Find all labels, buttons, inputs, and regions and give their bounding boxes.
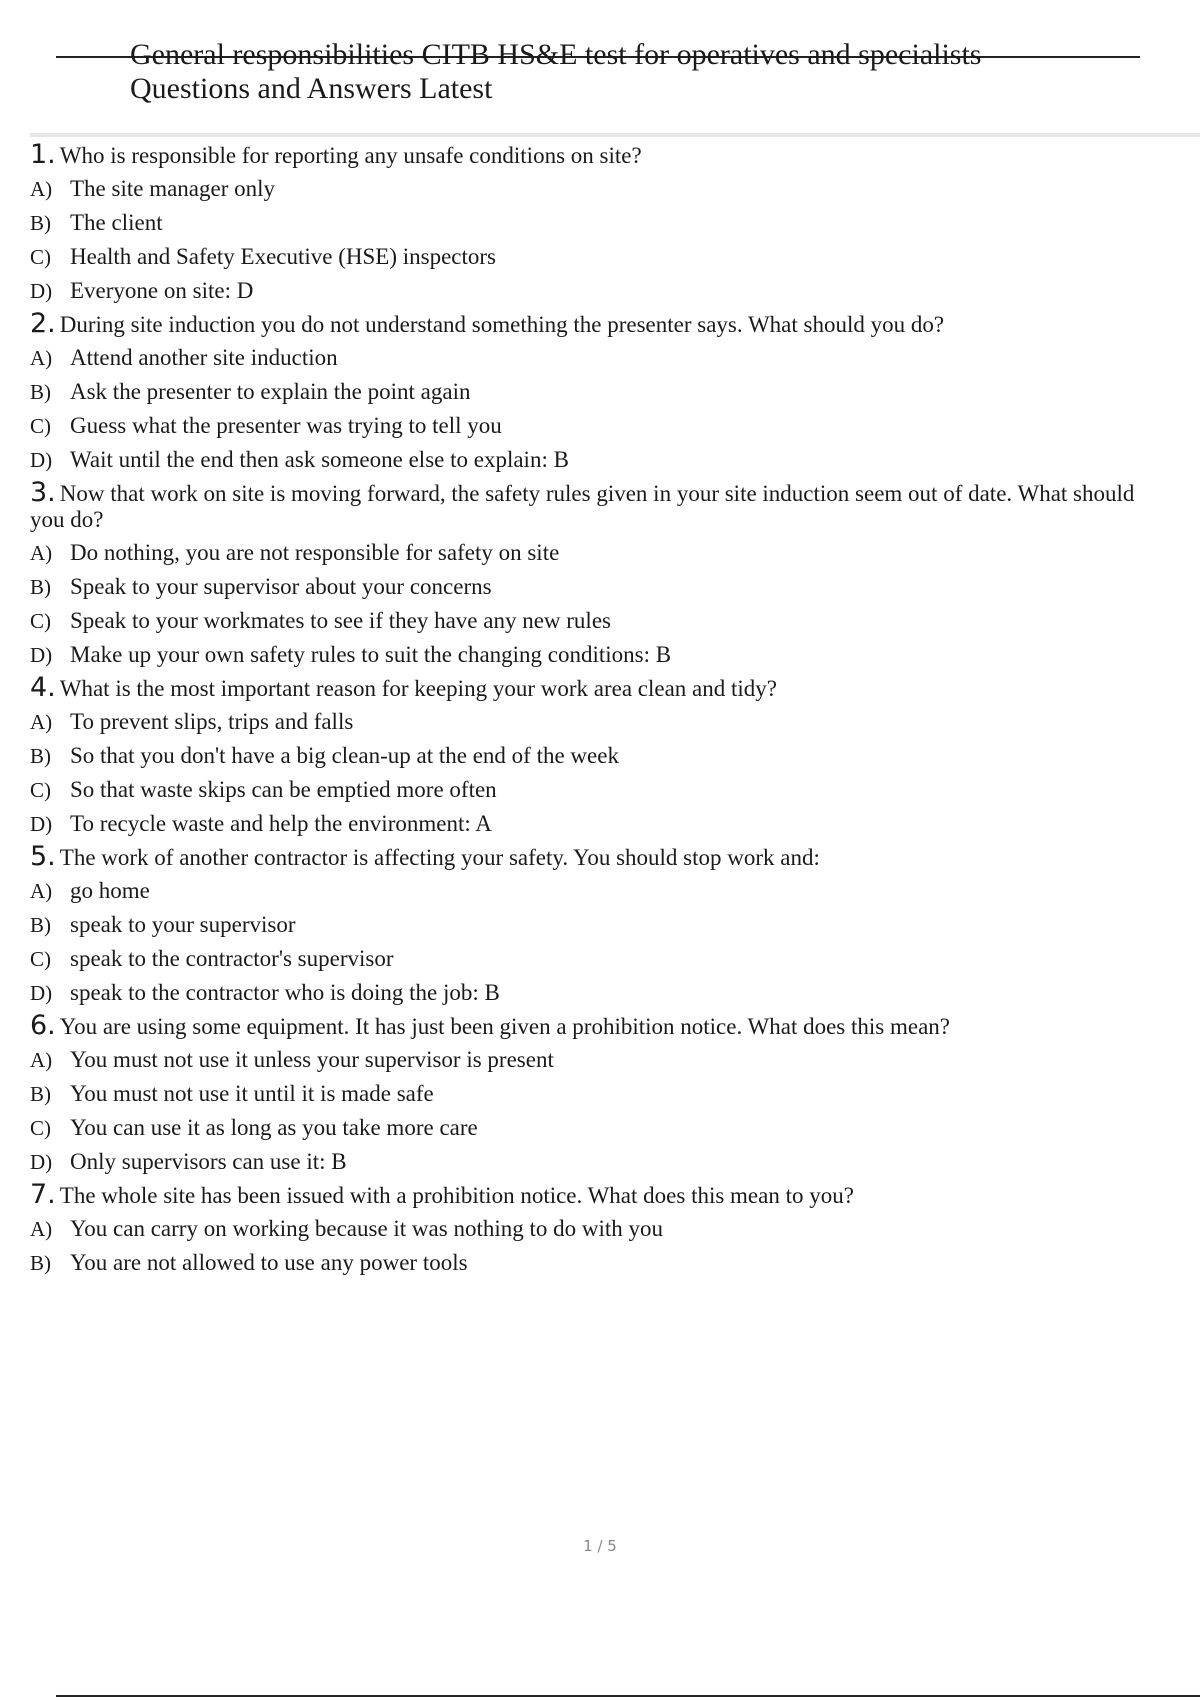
option-letter: B) <box>30 1082 51 1106</box>
title-line-2: Questions and Answers Latest <box>130 72 493 105</box>
question-text <box>30 672 1180 703</box>
question-prompt: The work of another contractor is affecting your safety. You should stop work and: <box>59 845 820 870</box>
answer-option <box>30 573 1180 601</box>
answer-option <box>30 378 1180 406</box>
answer-option <box>30 945 1180 973</box>
title-line-1: General responsibilities CITB HS&E test for operatives and specialists <box>130 38 982 71</box>
answer-option <box>30 344 1180 372</box>
question-text <box>30 1010 1180 1041</box>
option-text: Make up your own safety rules to suit the changing conditions: B <box>70 642 672 667</box>
option-text: You must not use it until it is made safe <box>70 1081 434 1106</box>
answer-option <box>30 539 1180 567</box>
option-letter: A) <box>30 1217 53 1241</box>
option-text: speak to the contractor who is doing the job: B <box>70 980 500 1005</box>
question-prompt: During site induction you do not understand something the presenter says. What should you do? <box>59 312 945 337</box>
option-letter: B) <box>30 913 51 937</box>
question-list <box>30 136 1180 1277</box>
answer-option <box>30 1148 1180 1176</box>
option-letter: C) <box>30 947 51 971</box>
option-letter: B) <box>30 744 51 768</box>
option-text: So that waste skips can be emptied more often <box>70 777 497 802</box>
option-letter: D) <box>30 1150 53 1174</box>
answer-option <box>30 277 1180 305</box>
answer-option <box>30 877 1180 905</box>
answer-option <box>30 979 1180 1007</box>
question-number: 2. <box>30 308 56 339</box>
option-text: Only supervisors can use it: B <box>70 1149 347 1174</box>
footer-rule <box>56 1695 1200 1697</box>
option-letter: B) <box>30 1251 51 1275</box>
option-letter: D) <box>30 448 53 472</box>
question-prompt: What is the most important reason for keeping your work area clean and tidy? <box>59 676 777 701</box>
answer-option <box>30 641 1180 669</box>
option-letter: A) <box>30 879 53 903</box>
option-letter: A) <box>30 177 53 201</box>
question-block <box>30 672 1180 838</box>
answer-option <box>30 1114 1180 1142</box>
answer-option <box>30 209 1180 237</box>
option-text: To recycle waste and help the environment: A <box>70 811 492 836</box>
option-text: Wait until the end then ask someone else to explain: B <box>70 447 569 472</box>
question-block <box>30 308 1180 474</box>
answer-option <box>30 175 1180 203</box>
option-letter: C) <box>30 609 51 633</box>
option-letter: C) <box>30 778 51 802</box>
option-text: Speak to your workmates to see if they have any new rules <box>70 608 611 633</box>
answer-option <box>30 1215 1180 1243</box>
option-text: Health and Safety Executive (HSE) inspectors <box>70 244 497 269</box>
question-text <box>30 308 1180 339</box>
question-block <box>30 1010 1180 1176</box>
option-letter: D) <box>30 643 53 667</box>
option-text: speak to your supervisor <box>70 912 296 937</box>
option-letter: C) <box>30 245 51 269</box>
question-number: 4. <box>30 672 56 703</box>
option-letter: B) <box>30 380 51 404</box>
option-text: Everyone on site: D <box>70 278 254 303</box>
question-prompt: Now that work on site is moving forward, the safety rules given in your site induction seem out of date. What should you do? <box>30 481 1135 532</box>
option-text: So that you don't have a big clean-up at the end of the week <box>70 743 619 768</box>
option-text: Ask the presenter to explain the point again <box>70 379 471 404</box>
question-prompt: The whole site has been issued with a prohibition notice. What does this mean to you? <box>59 1183 854 1208</box>
question-number: 5. <box>30 841 56 872</box>
question-text <box>30 1179 1180 1210</box>
option-text: Attend another site induction <box>70 345 338 370</box>
answer-option <box>30 776 1180 804</box>
answer-option <box>30 810 1180 838</box>
option-letter: A) <box>30 541 53 565</box>
page-number: 1 / 5 <box>583 1537 617 1555</box>
answer-option <box>30 1249 1180 1277</box>
option-text: speak to the contractor's supervisor <box>70 946 394 971</box>
option-text: To prevent slips, trips and falls <box>70 709 354 734</box>
question-number: 6. <box>30 1010 56 1041</box>
question-block <box>30 477 1180 669</box>
question-block <box>30 139 1180 305</box>
option-letter: B) <box>30 575 51 599</box>
option-letter: D) <box>30 981 53 1005</box>
option-letter: C) <box>30 1116 51 1140</box>
option-text: You are not allowed to use any power tools <box>70 1250 468 1275</box>
question-text <box>30 841 1180 872</box>
answer-option <box>30 708 1180 736</box>
option-text: You can carry on working because it was nothing to do with you <box>70 1216 664 1241</box>
option-text: Speak to your supervisor about your concerns <box>70 574 492 599</box>
question-number: 7. <box>30 1179 56 1210</box>
question-number: 1. <box>30 139 56 170</box>
answer-option <box>30 1046 1180 1074</box>
answer-option <box>30 412 1180 440</box>
option-text: You can use it as long as you take more care <box>70 1115 478 1140</box>
option-text: You must not use it unless your supervisor is present <box>70 1047 554 1072</box>
option-text: Do nothing, you are not responsible for safety on site <box>70 540 560 565</box>
question-text <box>30 139 1180 170</box>
option-letter: C) <box>30 414 51 438</box>
option-text: Guess what the presenter was trying to tell you <box>70 413 502 438</box>
option-letter: D) <box>30 812 53 836</box>
answer-option <box>30 1080 1180 1108</box>
question-prompt: Who is responsible for reporting any unsafe conditions on site? <box>59 143 642 168</box>
option-text: The client <box>70 210 163 235</box>
answer-option <box>30 446 1180 474</box>
option-letter: D) <box>30 279 53 303</box>
option-text: The site manager only <box>70 176 276 201</box>
option-letter: A) <box>30 710 53 734</box>
question-prompt: You are using some equipment. It has just been given a prohibition notice. What does this mean? <box>59 1014 951 1039</box>
option-text: go home <box>70 878 150 903</box>
option-letter: A) <box>30 346 53 370</box>
answer-option <box>30 911 1180 939</box>
question-block <box>30 1179 1180 1277</box>
question-number: 3. <box>30 477 56 508</box>
answer-option <box>30 243 1180 271</box>
answer-option <box>30 742 1180 770</box>
question-block <box>30 841 1180 1007</box>
question-text <box>30 477 1180 533</box>
answer-option <box>30 607 1180 635</box>
document-title <box>130 38 1090 106</box>
option-letter: A) <box>30 1048 53 1072</box>
option-letter: B) <box>30 211 51 235</box>
